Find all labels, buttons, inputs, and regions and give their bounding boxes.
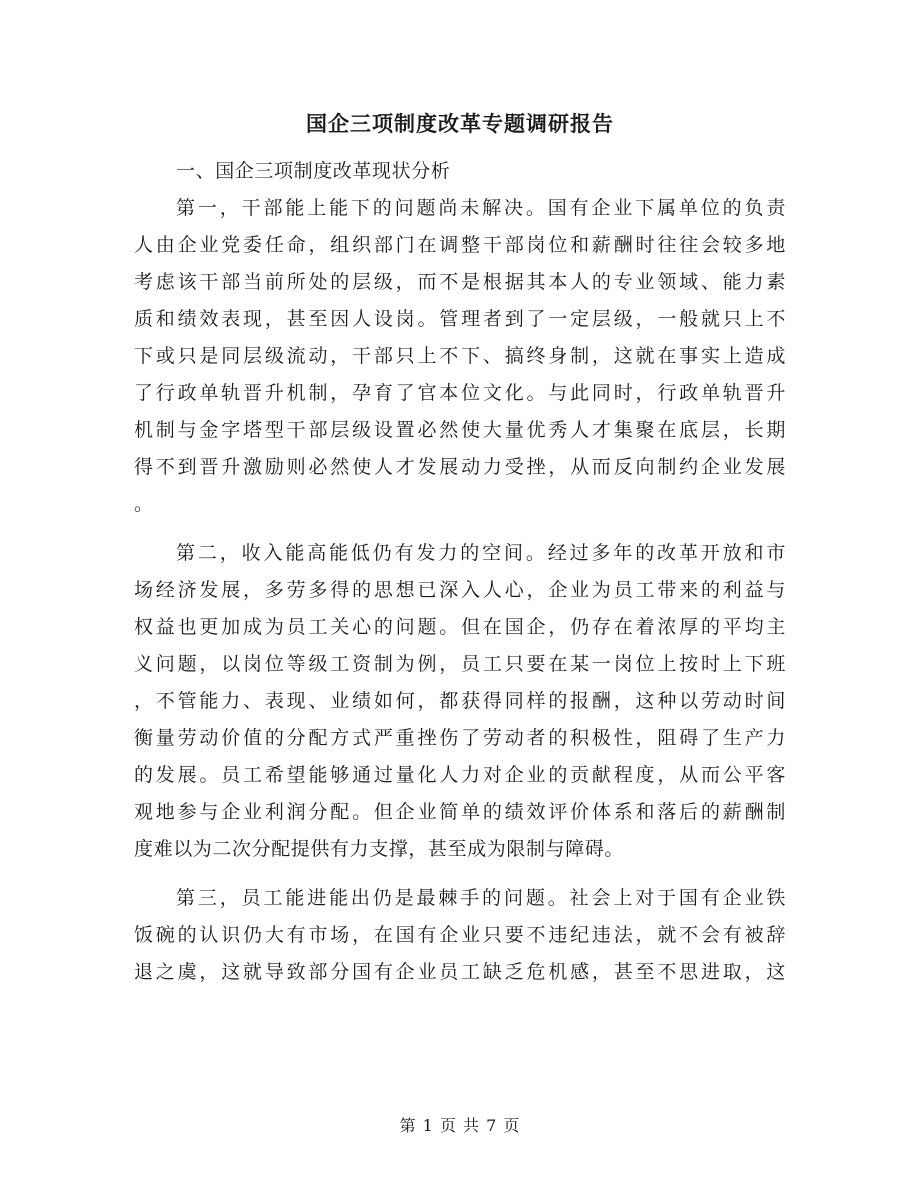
paragraph-line: 义问题，以岗位等级工资制为例，员工只要在某一岗位上按时上下班 (134, 653, 786, 675)
paragraph-3 (134, 880, 786, 991)
document-title: 国企三项制度改革专题调研报告 (306, 111, 614, 136)
paragraph-line: 观地参与企业利润分配。但企业简单的绩效评价体系和落后的薪酬制 (134, 801, 786, 823)
paragraph-line: 的发展。员工希望能够通过量化人力对企业的贡献程度，从而公平客 (134, 764, 786, 786)
paragraph-line: 第一，干部能上能下的问题尚未解决。国有企业下属单位的负责 (176, 197, 786, 219)
paragraph-1 (134, 190, 786, 523)
paragraph-line: 下或只是同层级流动，干部只上不下、搞终身制，这就在事实上造成 (134, 345, 786, 367)
paragraph-line: ，不管能力、表现、业绩如何，都获得同样的报酬，这种以劳动时间 (134, 690, 786, 712)
section-heading: 一、国企三项制度改革现状分析 (176, 160, 451, 182)
paragraph-2 (134, 535, 786, 868)
paragraph-line: 饭碗的认识仍大有市场，在国有企业只要不违纪违法，就不会有被辞 (134, 924, 786, 946)
paragraph-line: 衡量劳动价值的分配方式严重挫伤了劳动者的积极性，阻碍了生产力 (134, 727, 786, 749)
paragraph-line: 度难以为二次分配提供有力支撑，甚至成为限制与障碍。 (134, 838, 625, 860)
paragraph-line: 第三，员工能进能出仍是最棘手的问题。社会上对于国有企业铁 (176, 887, 786, 909)
paragraph-line: 得不到晋升激励则必然使人才发展动力受挫，从而反向制约企业发展 (134, 456, 786, 478)
paragraph-line: 退之虞，这就导致部分国有企业员工缺乏危机感，甚至不思进取，这 (134, 961, 786, 983)
paragraph-line: 了行政单轨晋升机制，孕育了官本位文化。与此同时，行政单轨晋升 (134, 382, 786, 404)
paragraph-line: 人由企业党委任命，组织部门在调整干部岗位和薪酬时往往会较多地 (134, 234, 786, 256)
paragraph-line: 。 (134, 493, 154, 515)
paragraph-line: 权益也更加成为员工关心的问题。但在国企，仍存在着浓厚的平均主 (134, 616, 786, 638)
paragraph-line: 场经济发展，多劳多得的思想已深入人心，企业为员工带来的利益与 (134, 579, 786, 601)
paragraph-line: 第二，收入能高能低仍有发力的空间。经过多年的改革开放和市 (176, 542, 786, 564)
paragraph-line: 质和绩效表现，甚至因人设岗。管理者到了一定层级，一般就只上不 (134, 308, 786, 330)
paragraph-line: 考虑该干部当前所处的层级，而不是根据其本人的专业领域、能力素 (134, 271, 786, 293)
paragraph-line: 机制与金字塔型干部层级设置必然使大量优秀人才集聚在底层，长期 (134, 419, 786, 441)
document-body (134, 153, 786, 991)
page-number-footer: 第 1 页 共 7 页 (399, 1116, 521, 1135)
